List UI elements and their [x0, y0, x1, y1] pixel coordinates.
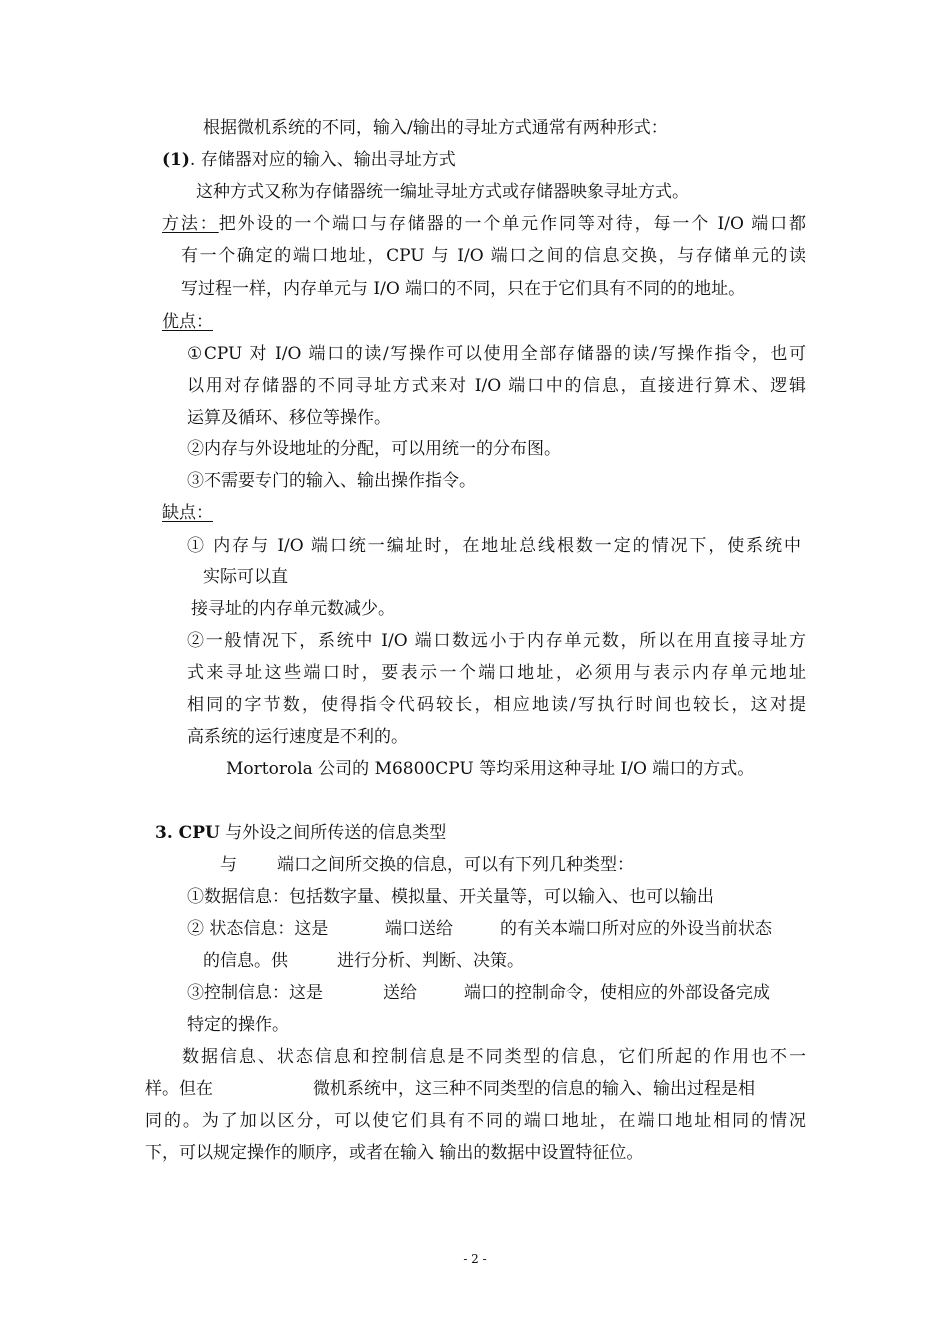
- disadvantage-line-5: 式来寻址这些端口时，要表示一个端口地址，必须用与表示内存单元地址: [187, 663, 806, 683]
- info-type-status-b: 端口送给: [385, 919, 453, 939]
- method-line-2: 有一个确定的端口地址，CPU 与 I/O 端口之间的信息交换，与存储单元的读: [181, 246, 806, 266]
- advantage-line-3: 运算及循环、移位等操作。: [187, 408, 391, 428]
- info-type-data: ①数据信息：包括数字量、模拟量、开关量等，可以输入、也可以输出: [187, 887, 714, 907]
- advantage-line-4: ②内存与外设地址的分配，可以用统一的分布图。: [187, 439, 561, 459]
- method-text-1: 把外设的一个端口与存储器的一个单元作同等对待，每一个 I/O 端口都: [218, 214, 807, 234]
- section-3-intro-b: 端口之间所交换的信息，可以有下列几种类型：: [277, 855, 634, 875]
- info-type-control-c: 端口的控制命令，使相应的外部设备完成: [464, 983, 770, 1003]
- info-type-control-b: 送给: [383, 983, 417, 1003]
- disadvantage-line-6: 相同的字节数，使得指令代码较长，相应地读/写执行时间也较长，这对提: [187, 695, 806, 715]
- section-1-description: 这种方式又称为存储器统一编址寻址方式或存储器映象寻址方式。: [196, 182, 689, 202]
- disadvantage-line-7: 高系统的运行速度是不利的。: [187, 727, 408, 747]
- method-line-1: [162, 213, 806, 235]
- summary-line-3: 同的。为了加以区分，可以使它们具有不同的端口地址，在端口地址相同的情况: [145, 1111, 806, 1131]
- method-line-3: 写过程一样，内存单元与 I/O 端口的不同，只在于它们具有不同的的地址。: [181, 279, 746, 299]
- disadvantage-line-4: ②一般情况下，系统中 I/O 端口数远小于内存单元数，所以在用直接寻址方: [187, 631, 806, 651]
- disadvantage-line-2: 实际可以直: [203, 567, 288, 587]
- info-type-status-a: ② 状态信息：这是: [187, 919, 329, 939]
- advantage-line-1: ①CPU 对 I/O 端口的读/写操作可以使用全部存储器的读/写操作指令，也可: [187, 344, 806, 364]
- advantages-label: 优点：: [162, 312, 213, 332]
- disadvantage-line-3: 接寻址的内存单元数减少。: [191, 599, 395, 619]
- info-type-control-a: ③控制信息：这是: [187, 983, 323, 1003]
- summary-line-2b: 微机系统中，这三种不同类型的信息的输入、输出过程是相: [313, 1079, 755, 1099]
- disadvantages-label: 缺点：: [162, 503, 213, 523]
- summary-line-1: 数据信息、状态信息和控制信息是不同类型的信息，它们所起的作用也不一: [182, 1047, 806, 1067]
- summary-line-2a: 样。但在: [145, 1079, 213, 1099]
- info-type-status-c: 的有关本端口所对应的外设当前状态: [500, 919, 772, 939]
- section-3-title: 与外设之间所传送的信息类型: [219, 823, 447, 843]
- method-label: 方法：: [162, 214, 219, 234]
- section-1-title: . 存储器对应的输入、输出寻址方式: [189, 150, 456, 170]
- section-1-heading: [162, 149, 456, 171]
- example-text: Mortorola 公司的 M6800CPU 等均采用这种寻址 I/O 端口的方式。: [226, 759, 755, 779]
- section-3-number: 3. CPU: [155, 823, 220, 843]
- section-3-intro-a: 与: [220, 855, 237, 875]
- advantage-line-5: ③不需要专门的输入、输出操作指令。: [187, 471, 476, 491]
- page-number: - 2 -: [463, 1252, 487, 1266]
- section-3-heading: [155, 822, 446, 844]
- section-1-number: (1): [162, 150, 190, 170]
- intro-text: 根据微机系统的不同，输入/输出的寻址方式通常有两种形式：: [203, 118, 668, 138]
- info-type-status-d: 的信息。供: [203, 951, 288, 971]
- info-type-status-e: 进行分析、判断、决策。: [337, 951, 524, 971]
- summary-line-4: 下，可以规定操作的顺序，或者在输入 输出的数据中设置特征位。: [145, 1143, 644, 1163]
- disadvantage-line-1: ① 内存与 I/O 端口统一编址时，在地址总线根数一定的情况下，使系统中: [187, 536, 801, 556]
- info-type-control-d: 特定的操作。: [187, 1015, 289, 1035]
- advantage-line-2: 以用对存储器的不同寻址方式来对 I/O 端口中的信息，直接进行算术、逻辑: [187, 376, 806, 396]
